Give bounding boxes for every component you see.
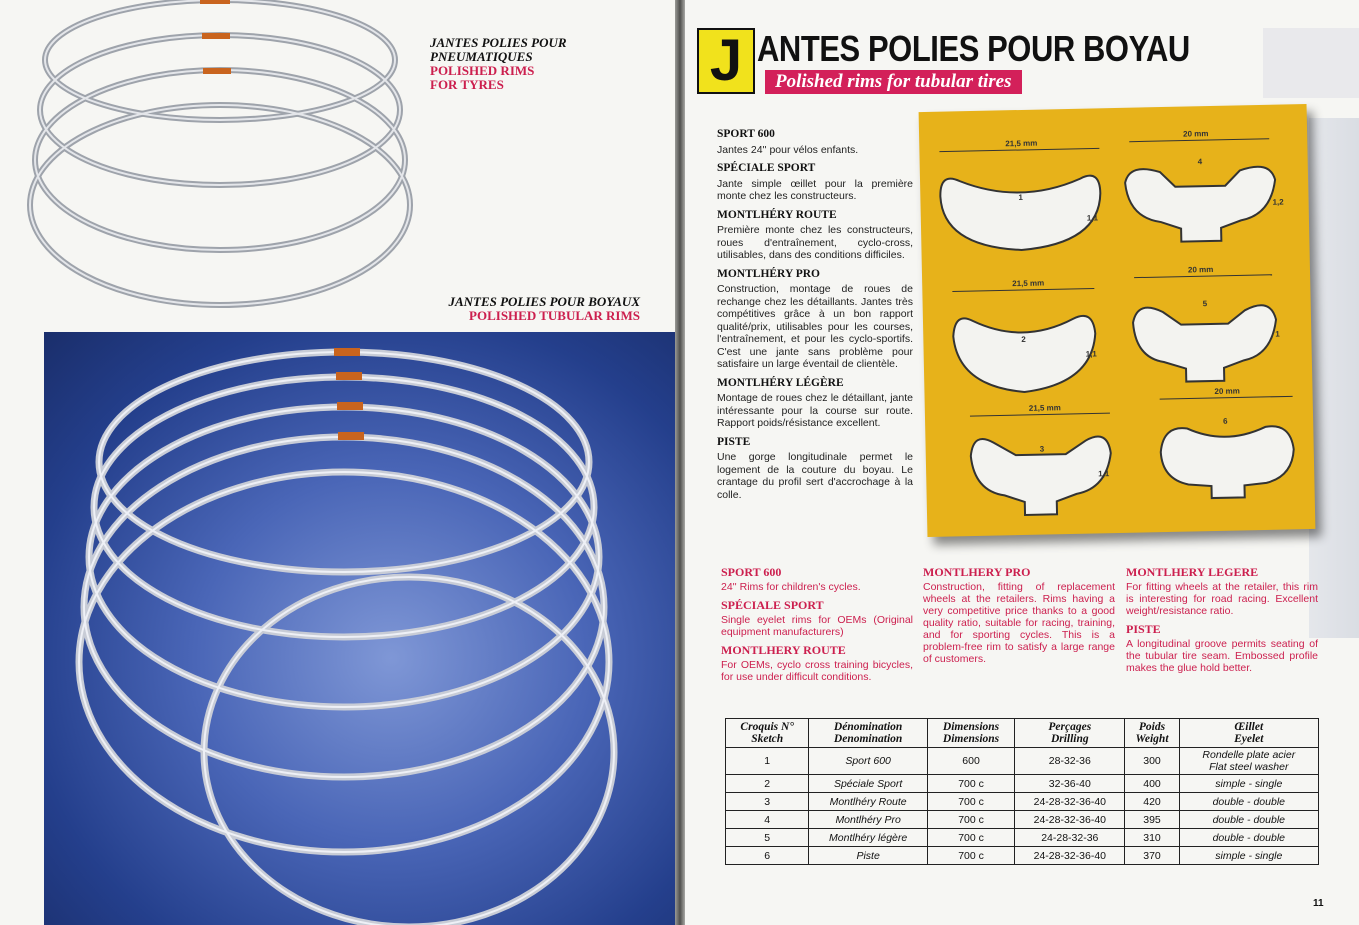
table-row: 5 Montlhéry légère 700 c 24-28-32-36 310 double - double [726,829,1319,847]
header-denomination: Dénomination Denomination [809,719,928,748]
title-subtitle: Polished rims for tubular tires [765,70,1022,94]
fr-text: Montage de roues chez le détaillant, jante intéressante pour la course sur route. Rapport poids/résistance excellent. [717,392,913,429]
profile-number-2: 2 [1021,334,1026,345]
title-main: ANTES POLIES POUR BOYAU [757,28,1190,69]
tubular-rims-illustration [44,332,675,925]
dim-label-4: 20 mm [1183,129,1209,139]
header-eyelet: Œillet Eyelet [1179,719,1318,748]
dim-label-1: 21,5 mm [1005,138,1038,149]
fr-heading: MONTLHÉRY LÉGÈRE [717,376,844,389]
dim-label-3: 21,5 mm [1028,403,1061,413]
en-text: For fitting wheels at the retailer, this rim is interesting for road racing. Excellent weight/resistance ratio. [1126,581,1318,617]
en-heading: PISTE [1126,622,1161,636]
header-weight: Poids Weight [1125,719,1179,748]
dim-label-5: 20 mm [1187,264,1214,275]
right-page [685,0,1359,925]
caption-tubular-en: POLISHED TUBULAR RIMS [469,308,640,323]
en-heading: MONTLHERY LEGERE [1126,565,1259,579]
fr-text: Jante simple œillet pour la première monte chez les constructeurs. [717,177,913,202]
dim-label-6: 20 mm [1214,386,1240,396]
fr-text: Jantes 24'' pour vélos enfants. [717,143,859,156]
ghost-edge [1309,118,1359,638]
rim-profiles [919,104,1316,537]
page-gutter [675,0,685,925]
caption-tyres-fr-2: PNEUMATIQUES [430,49,533,64]
header-sketch: Croquis N° Sketch [726,719,809,748]
table-row: 4 Montlhéry Pro 700 c 24-28-32-36-40 395 double - double [726,811,1319,829]
fr-heading: SPÉCIALE SPORT [717,162,816,174]
fr-heading: PISTE [717,435,751,448]
dim-label-2: 21,5 mm [1012,278,1045,289]
table-row: 2 Spéciale Sport 700 c 32-36-40 400 simple - single [726,775,1319,793]
header-drilling: Perçages Drilling [1015,719,1125,748]
left-page [0,0,675,925]
french-description [717,122,913,501]
caption-tyres-fr-1: JANTES POLIES POUR [430,35,567,50]
profile-number-6: 6 [1223,416,1228,426]
thickness-1: 1,1 [1086,213,1099,223]
profile-2 [953,316,1097,394]
page-number: 11 [1313,898,1324,909]
caption-tyres-en-1: POLISHED RIMS [430,63,535,78]
thickness-5: 1 [1275,329,1280,339]
caption-tubular-fr: JANTES POLIES POUR BOYAUX [448,294,640,309]
en-text: A longitudinal groove permits seating of the tubular tire seam. Embossed profile makes the glue hold better. [1126,638,1318,674]
english-col-3 [1126,566,1318,680]
profile-4 [1125,166,1277,242]
table-header-row [726,719,1319,748]
en-heading: MONTLHERY PRO [923,565,1031,579]
rim-profile-diagram [919,104,1316,537]
en-text: Single eyelet rims for OEMs (Original equipment manufacturers) [721,614,913,638]
profile-1 [940,175,1101,251]
fr-text: Construction, montage de roues de rechange chez les détaillants. Jantes très compétitives grâce à un bon rapport qualité/prix, utilisables pour les courses, l'entraînement, et pour les cyclo-sportifs. C'est une jante sans problème pour satisfaire un large éventail de clientèle. [717,283,913,370]
fr-heading: MONTLHÉRY PRO [717,267,820,280]
fr-heading: MONTLHÉRY ROUTE [717,208,837,221]
english-col-2 [923,566,1115,671]
profile-number-4: 4 [1197,157,1203,167]
thickness-4: 1,2 [1272,197,1284,207]
tubular-rims-photo [44,332,675,925]
profile-number-3: 3 [1039,444,1045,454]
en-heading: SPÉCIALE SPORT [721,598,824,612]
table-row: 1 Sport 600 600 28-32-36 300 Rondelle plate acier Flat steel washer [726,748,1319,775]
en-heading: MONTLHERY ROUTE [721,643,846,657]
title-initial: J [697,28,755,94]
profile-number-1: 1 [1018,192,1023,203]
english-col-1 [721,566,913,689]
tyre-rims-photo [20,0,440,320]
caption-tubular [420,295,640,323]
profile-5 [1133,305,1278,383]
fr-text: Une gorge longitudinale permet le logement de la couture du boyau. Le crantage du profil sert d'accrochage à la colle. [717,451,913,501]
caption-tyres [430,36,567,92]
en-text: Construction, fitting of replacement wheels at the retailers. Rims having a very competitive price thanks to a good quality ratio, suitable for racing, training, and for sporting cycles. This is a problem-free rim to satisfy a large range of customers. [923,581,1115,665]
en-text: 24'' Rims for children's cycles. [721,581,861,593]
profile-6 [1160,426,1294,499]
table-row: 6 Piste 700 c 24-28-32-36-40 370 simple - single [726,847,1319,865]
ghost-tab [1263,28,1359,98]
header-dimensions: Dimensions Dimensions [927,719,1014,748]
profile-number-5: 5 [1202,299,1208,309]
spec-table [725,718,1319,865]
en-text: For OEMs, cyclo cross training bicycles, for use under difficult conditions. [721,659,913,683]
fr-text: Première monte chez les constructeurs, roues d'entraînement, cyclo-cross, utilisables, dans des conditions difficiles. [717,224,913,261]
caption-tyres-en-2: FOR TYRES [430,77,504,92]
table-row: 3 Montlhéry Route 700 c 24-28-32-36-40 420 double - double [726,793,1319,811]
fr-heading: SPORT 600 [717,128,775,140]
thickness-2: 1,1 [1085,349,1097,359]
en-heading: SPORT 600 [721,565,782,579]
thickness-3: 1,1 [1098,469,1110,479]
